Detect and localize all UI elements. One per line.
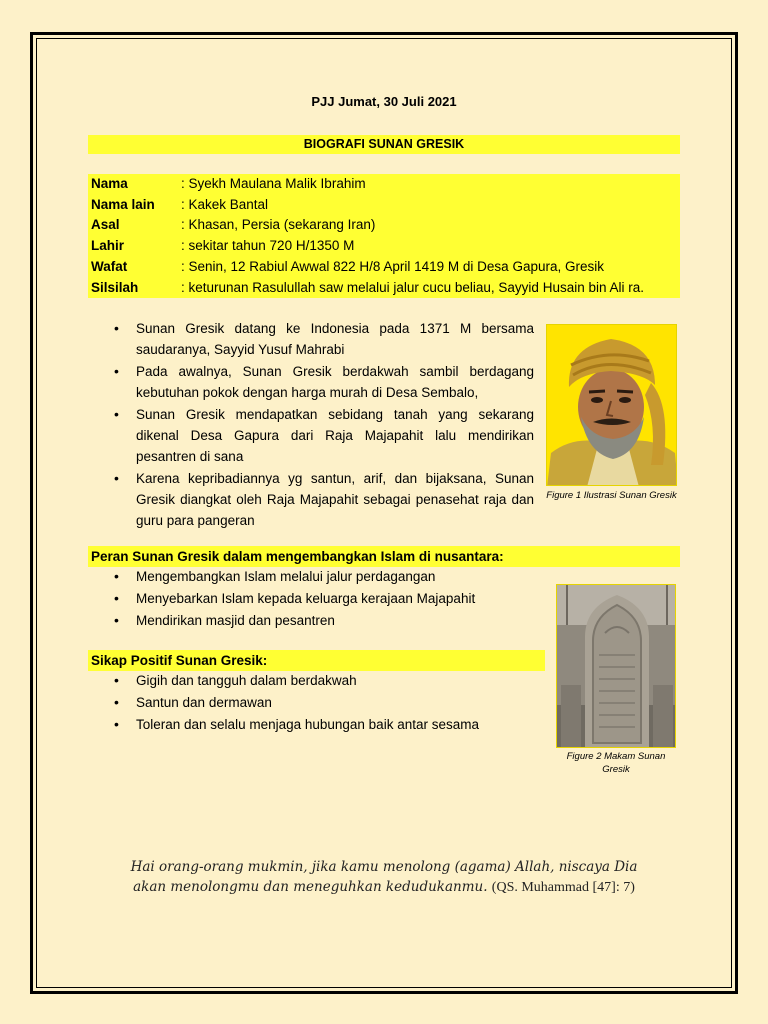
list-item-text: • Karena kepribadiannya yg santun, arif, dan bijaksana, Sunan Gresik diangkat oleh Raja Majapahit sebagai penasehat raja dan guru para pangeran (136, 471, 534, 528)
biography-points-list (88, 318, 534, 532)
info-value: : Khasan, Persia (sekarang Iran) (181, 217, 376, 233)
role-list (88, 566, 548, 632)
info-value: : Senin, 12 Rabiul Awwal 822 H/8 April 1419 M di Desa Gapura, Gresik (181, 258, 604, 274)
document-title: BIOGRAFI SUNAN GRESIK (88, 135, 680, 154)
list-item (88, 361, 534, 403)
list-item: • Mengembangkan Islam melalui jalur perdagangan (88, 566, 548, 587)
sunan-gresik-illustration (546, 324, 677, 486)
list-item: • Gigih dan tangguh dalam berdakwah (88, 670, 548, 691)
quran-quote (88, 857, 680, 898)
list-item: • Santun dan dermawan (88, 692, 548, 713)
list-item: • Menyebarkan Islam kepada keluarga kerajaan Majapahit (88, 588, 548, 609)
info-row (88, 257, 680, 278)
list-item: • Mendirikan masjid dan pesantren (88, 610, 548, 631)
info-row (88, 174, 680, 195)
attitude-list (88, 670, 548, 736)
quote-reference: (QS. Muhammad [47]: 7) (491, 880, 635, 895)
date-heading: PJJ Jumat, 30 Juli 2021 (311, 94, 457, 109)
info-value: : keturunan Rasulullah saw melalui jalur cucu beliau, Sayyid Husain bin Ali ra. (181, 279, 644, 295)
info-row (88, 278, 680, 299)
info-key: Nama lain (91, 196, 155, 212)
figure2-caption: Figure 2 Makam Sunan Gresik (566, 751, 666, 775)
info-key: Wafat (91, 258, 128, 274)
list-item-text: • Pada awalnya, Sunan Gresik berdakwah sambil berdagang kebutuhan pokok dengan harga murah di Desa Sembalo, (136, 364, 534, 400)
quote-line-2: akan menolongmu dan meneguhkan kedudukanmu. (133, 879, 488, 895)
portrait-drawing (547, 325, 677, 486)
list-item-text: • Sunan Gresik mendapatkan sebidang tanah yang sekarang dikenal Desa Gapura dari Raja Majapahit lalu mendirikan pesantren di sana (136, 407, 534, 464)
attitude-section-title: Sikap Positif Sunan Gresik: (88, 650, 545, 671)
info-key: Lahir (91, 238, 125, 254)
list-item-text: • Sunan Gresik datang ke Indonesia pada 1371 M bersama saudaranya, Sayyid Yusuf Mahrabi (136, 321, 534, 357)
list-item: • Toleran dan selalu menjaga hubungan baik antar sesama (88, 714, 548, 735)
info-row (88, 236, 680, 257)
figure1-caption: Figure 1 Ilustrasi Sunan Gresik (546, 490, 677, 501)
info-value: : Kakek Bantal (181, 196, 269, 212)
tomb-drawing (557, 585, 676, 748)
list-item (88, 468, 534, 531)
quote-line-2-wrap (88, 877, 680, 898)
list-item (88, 318, 534, 360)
info-key: Asal (91, 217, 120, 233)
list-item (88, 404, 534, 467)
biography-info-table (88, 174, 680, 298)
info-row (88, 215, 680, 236)
info-key: Nama (91, 176, 128, 191)
info-row (88, 195, 680, 216)
info-value: : sekitar tahun 720 H/1350 M (181, 238, 355, 254)
quote-line-1: Hai orang-orang mukmin, jika kamu menolong (agama) Allah, niscaya Dia (130, 859, 638, 875)
tomb-photo (556, 584, 676, 748)
info-key: Silsilah (91, 279, 139, 295)
role-section-title: Peran Sunan Gresik dalam mengembangkan Islam di nusantara: (88, 546, 680, 567)
info-value: : Syekh Maulana Malik Ibrahim (181, 176, 366, 191)
